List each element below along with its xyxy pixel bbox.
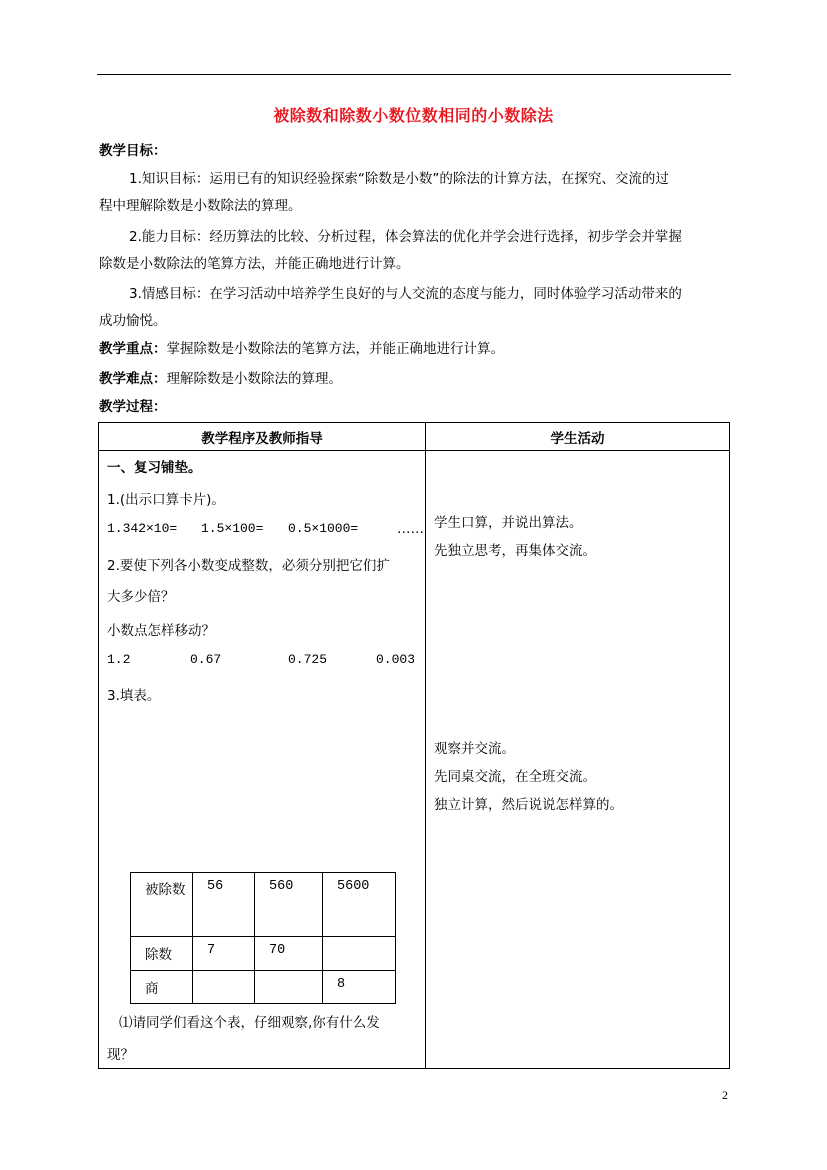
table-cell: 70 bbox=[255, 937, 323, 971]
question-2-line1: 2.要使下列各小数变成整数，必须分别把它们扩 bbox=[107, 558, 390, 574]
table-cell bbox=[193, 971, 255, 1004]
item-oral-cards: 1.(出示口算卡片)。 bbox=[107, 492, 225, 508]
table-cell bbox=[323, 937, 396, 971]
activity-3: 观察并交流。 bbox=[434, 741, 515, 757]
objective-3-line2: 成功愉悦。 bbox=[99, 313, 167, 329]
table-cell: 7 bbox=[193, 937, 255, 971]
number-1: 1.2 bbox=[107, 652, 131, 667]
objective-1-line1: 1.知识目标：运用已有的知识经验探索“除数是小数”的除法的计算方法，在探究、交流的过 bbox=[129, 171, 669, 187]
row-label-divisor: 除数 bbox=[131, 937, 193, 971]
calc-1: 1.342×10= bbox=[107, 521, 178, 536]
process-table bbox=[98, 422, 730, 1069]
objective-2-line2: 除数是小数除法的笔算方法，并能正确地进行计算。 bbox=[99, 256, 410, 272]
activity-4: 先同桌交流，在全班交流。 bbox=[434, 769, 596, 785]
key-point-label: 教学重点： bbox=[99, 341, 167, 357]
activity-2: 先独立思考，再集体交流。 bbox=[434, 543, 596, 559]
page-number: 2 bbox=[722, 1088, 728, 1102]
question-2-line2: 大多少倍？ bbox=[107, 589, 175, 605]
difficulty-text: 理解除数是小数除法的算理。 bbox=[166, 371, 342, 387]
question-2-line3: 小数点怎样移动？ bbox=[107, 623, 215, 639]
division-table bbox=[130, 872, 396, 1004]
row-label-quotient: 商 bbox=[131, 971, 193, 1004]
objectives-heading: 教学目标： bbox=[99, 143, 167, 159]
cell-text: 被除数 bbox=[145, 882, 186, 898]
table-cell: 5600 bbox=[323, 873, 396, 937]
document-title: 被除数和除数小数位数相同的小数除法 bbox=[273, 106, 554, 125]
table-cell: 560 bbox=[255, 873, 323, 937]
table-row bbox=[131, 971, 396, 1004]
question-observe-line1: ⑴请同学们看这个表，仔细观察,你有什么发 bbox=[119, 1015, 380, 1031]
item-fill-table: 3.填表。 bbox=[107, 688, 161, 704]
difficulty-label: 教学难点： bbox=[99, 371, 167, 387]
header-teacher-guidance: 教学程序及教师指导 bbox=[201, 431, 323, 447]
activity-1: 学生口算，并说出算法。 bbox=[434, 515, 583, 531]
section-review: 一、复习铺垫。 bbox=[107, 460, 202, 476]
difficulty bbox=[99, 367, 342, 387]
row-label-dividend bbox=[131, 873, 193, 937]
header-rule bbox=[97, 74, 731, 75]
table-cell bbox=[255, 971, 323, 1004]
objective-2-line1: 2.能力目标：经历算法的比较、分析过程，体会算法的优化并学会进行选择，初步学会并掌握 bbox=[129, 229, 682, 245]
key-point bbox=[99, 337, 504, 357]
header-student-activity: 学生活动 bbox=[550, 431, 605, 447]
objective-1-line2: 程中理解除数是小数除法的算理。 bbox=[99, 198, 302, 214]
calc-ellipsis: …… bbox=[397, 521, 424, 537]
key-point-text: 掌握除数是小数除法的笔算方法，并能正确地进行计算。 bbox=[166, 341, 504, 357]
table-row bbox=[131, 937, 396, 971]
activity-5: 独立计算，然后说说怎样算的。 bbox=[434, 797, 623, 813]
calc-2: 1.5×100= bbox=[201, 521, 264, 536]
calc-3: 0.5×1000= bbox=[288, 521, 359, 536]
header-divider bbox=[99, 450, 729, 451]
table-cell: 56 bbox=[193, 873, 255, 937]
table-cell: 8 bbox=[323, 971, 396, 1004]
process-heading: 教学过程： bbox=[99, 399, 167, 415]
question-observe-line2: 现？ bbox=[107, 1047, 134, 1063]
objective-3-line1: 3.情感目标：在学习活动中培养学生良好的与人交流的态度与能力，同时体验学习活动带来的 bbox=[129, 286, 682, 302]
number-2: 0.67 bbox=[190, 652, 222, 667]
column-divider bbox=[425, 423, 426, 1068]
number-4: 0.003 bbox=[376, 652, 416, 667]
table-row bbox=[131, 873, 396, 937]
number-3: 0.725 bbox=[288, 652, 328, 667]
